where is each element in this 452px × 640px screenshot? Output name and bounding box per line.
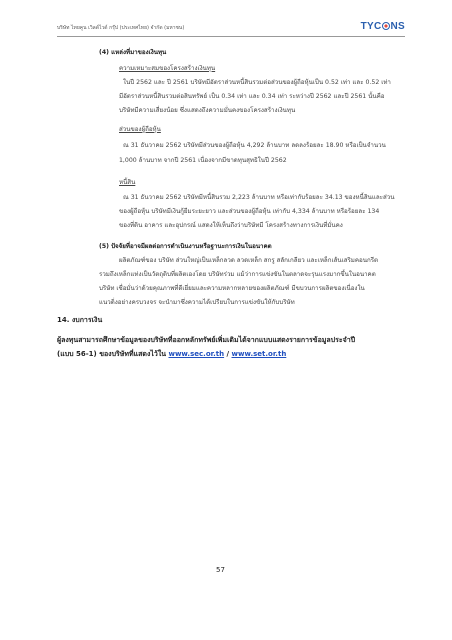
section5-heading: (5) ปัจจัยที่อาจมีผลต่อการดำเนินงานหรือฐานะการเงินในอนาคต — [99, 243, 272, 250]
capital-structure-subheading: ความเหมาะสมของโครงสร้างเงินทุน — [119, 65, 216, 72]
header-divider — [57, 36, 405, 37]
page-number: 57 — [216, 566, 225, 574]
company-name: บริษัท ไทยคูน เวิลด์ไวด์ กรุ๊ป (ประเทศไทย) จำกัด (มหาชน) — [57, 25, 185, 31]
section4-heading: (4) แหล่งที่มาของเงินทุน — [99, 49, 167, 56]
paragraph-line: บริษัทมีความเสี่ยงน้อย ซึ่งแสดงถึงความมั่นคงของโครงสร้างเงินทุน — [119, 107, 296, 114]
paragraph-line: บริษัท เชื่อมั่นว่าด้วยคุณภาพที่ดีเยี่ยมและความหลากหลายของผลิตภัณฑ์ มีขบวนการผลิตของเนื่องใน — [99, 285, 365, 292]
logo-ring-icon — [382, 22, 390, 30]
paragraph-line: มีอัตราส่วนหนี้สินรวมต่อสินทรัพย์ เป็น 0.34 เท่า และ 0.34 เท่า ระหว่างปี 2562 และปี 2561 นั้นคือ — [119, 93, 385, 100]
section14-text-prefix: (แบบ 56-1) ของบริษัทที่แสดงไว้ใน — [57, 350, 167, 358]
section14-heading: 14. งบการเงิน — [57, 316, 103, 324]
section14-text-line1: ผู้ลงทุนสามารถศึกษาข้อมูลของบริษัทที่ออกหลักทรัพย์เพิ่มเติมได้จากแบบแสดงรายการข้อมูลประจำปี — [57, 336, 356, 344]
link-separator: / — [226, 350, 230, 358]
page-header — [57, 21, 405, 35]
paragraph-line: ณ 31 ธันวาคม 2562 บริษัทมีหนี้สินรวม 2,223 ล้านบาท หรือเท่ากับร้อยละ 34.13 ของหนี้สินและส่วน — [123, 194, 395, 201]
paragraph-line: 1,000 ล้านบาท จากปี 2561 เนื่องจากมีขาดทุนสุทธิในปี 2562 — [119, 157, 287, 164]
paragraph-line: ณ 31 ธันวาคม 2562 บริษัทมีส่วนของผู้ถือหุ้น 4,292 ล้านบาท ลดลงร้อยละ 18.90 หรือเป็นจำนวน — [123, 142, 386, 149]
paragraph-line: ของที่ดิน อาคาร และอุปกรณ์ แสดงให้เห็นถึงว่าบริษัทมี โครงสร้างทางการเงินที่มั่นคง — [119, 222, 343, 229]
liabilities-subheading: หนี้สิน — [119, 179, 136, 186]
set-website-link[interactable]: www.set.or.th — [231, 350, 287, 358]
paragraph-line: ของผู้ถือหุ้น บริษัทมีเงินกู้ยืมระยะยาว และส่วนของผู้ถือหุ้น เท่ากับ 4,334 ล้านบาท หรือร้อยละ 134 — [119, 208, 380, 215]
sec-website-link[interactable]: www.sec.or.th — [168, 350, 225, 358]
paragraph-line: รวมถึงเหล็กแท่งเป็นวัตถุดิบที่ผลิตเองโดย บริษัทร่วม แม้ว่าการแข่งขันในตลาดจะรุนแรงมากขึ้นในอนาคต — [99, 271, 376, 278]
equity-subheading: ส่วนของผู้ถือหุ้น — [119, 126, 161, 133]
paragraph-line: ผลิตภัณฑ์ของ บริษัท ส่วนใหญ่เป็นเหล็กลวด ลวดเหล็ก สกรู สลักเกลียว และเหล็กเส้นเสริมคอนกรีต — [119, 257, 379, 264]
paragraph-line: ในปี 2562 และ ปี 2561 บริษัทมีอัตราส่วนหนี้สินรวมต่อส่วนของผู้ถือหุ้นเป็น 0.52 เท่า และ 0.52 เท่า — [123, 79, 391, 86]
tycons-logo: TYC NS — [360, 21, 405, 32]
paragraph-line: แนวดิ่งอย่างครบวงจร จะนำมาซึ่งความได้เปรียบในการแข่งขันให้กับบริษัท — [99, 299, 295, 306]
section14-text-line2 — [57, 350, 286, 358]
